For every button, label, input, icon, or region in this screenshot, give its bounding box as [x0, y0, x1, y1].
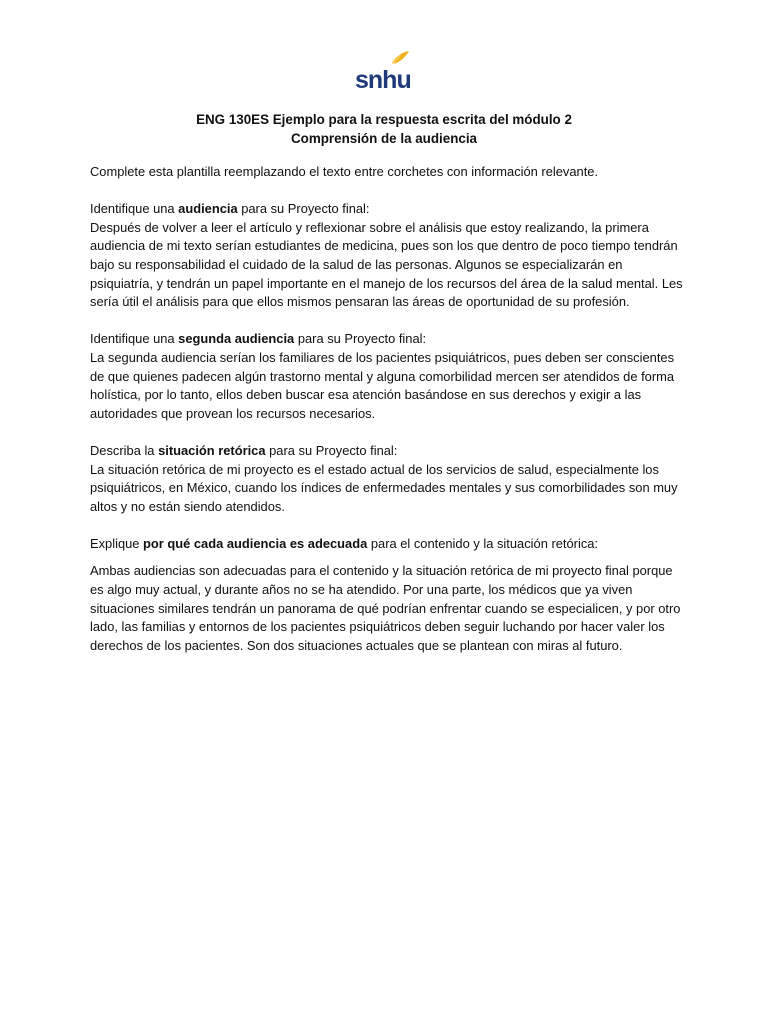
snhu-logo	[354, 50, 414, 94]
section-prompt-rhetorical-situation: Describa la situación retórica para su Proyecto final:	[90, 442, 398, 458]
document-title	[0, 111, 768, 148]
section-answer-audience: Después de volver a leer el artículo y reflexionar sobre el análisis que estoy realizando, la primera audiencia de mi texto serían estudiantes de medicina, pues son los que dentro de poco tiempo tendrán bajo su responsabilidad el cuidado de la salud de las personas. Algunos se especializarán en psiquiatría, y tendrán un papel importante en el manejo de los recursos del área de la salud mental. Les sería útil el análisis para que ellos mismos pensaran las áreas de oportunidad de su profesión.	[90, 219, 683, 310]
logo-wordmark: snhu	[355, 66, 411, 94]
title-line-2: Comprensión de la audiencia	[290, 130, 478, 146]
section-answer-second-audience: La segunda audiencia serían los familiares de los pacientes psiquiátricos, pues deben ser conscientes de que quienes padecen algún trastorno mental y alguna comorbilidad mercen ser atendidos de forma holística, por lo tanto, ellos deben buscar esa atención basándose en sus derechos y exigir a las autoridades que provean los recursos necesarios.	[90, 349, 675, 421]
title-line-1: ENG 130ES Ejemplo para la respuesta escrita del módulo 2	[196, 112, 572, 127]
intro-text: Complete esta plantilla reemplazando el texto entre corchetes con información relevante.	[90, 164, 599, 179]
section-prompt-audience: Identifique una audiencia para su Proyecto final:	[90, 201, 370, 217]
section-prompt-second-audience: Identifique una segunda audiencia para su Proyecto final:	[90, 331, 427, 347]
document-body	[90, 163, 685, 655]
section-prompt-audience-fit: Explique por qué cada audiencia es adecuada para el contenido y la situación retórica:	[90, 535, 599, 551]
section-answer-audience-fit: Ambas audiencias son adecuadas para el contenido y la situación retórica de mi proyecto final porque es algo muy actual, y durante años no se ha atendido. Por una parte, los médicos que ya viven situaciones similares tendrán un panorama de qué podrían enfrentar cuando se especialicen, y por otro lado, las familias y entornos de los pacientes psiquiátricos deben seguir luchando por hacer valer los derechos de los pacientes. Son dos situaciones actuales que se plantean con miras al futuro.	[90, 563, 681, 653]
section-answer-rhetorical-situation: La situación retórica de mi proyecto es el estado actual de los servicios de salud, especialmente los psiquiátricos, en México, cuando los índices de enfermedades mentales y sus comorbilidades son muy altos y no están siendo atendidos.	[90, 461, 678, 514]
